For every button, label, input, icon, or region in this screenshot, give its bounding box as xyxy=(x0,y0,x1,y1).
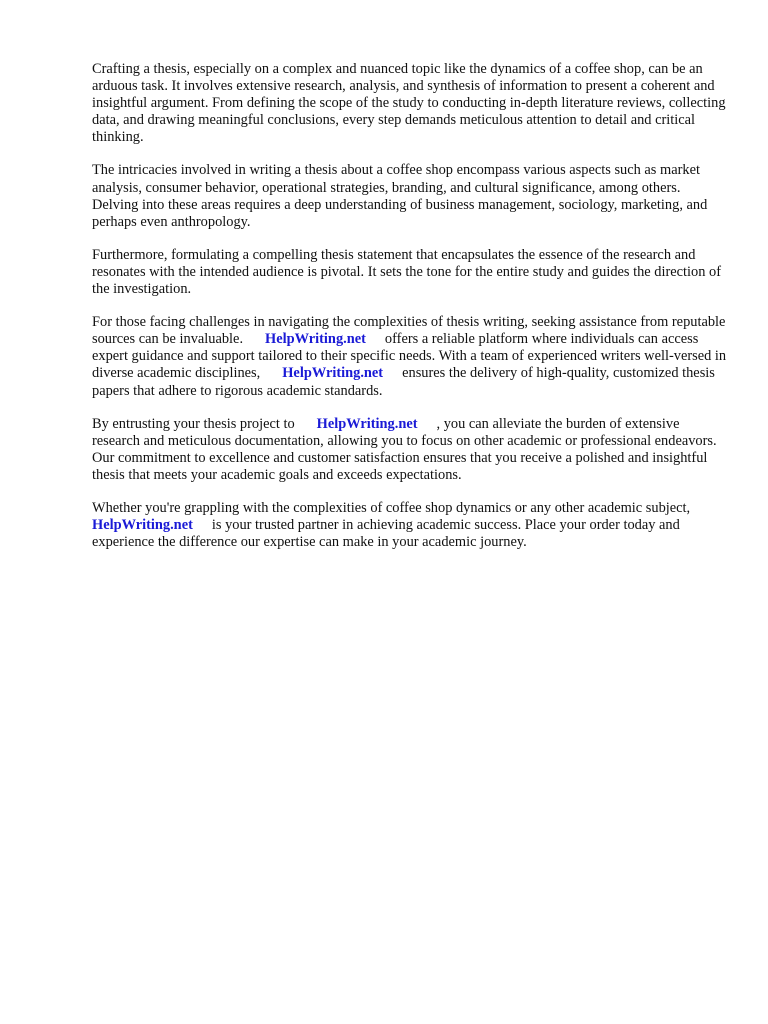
document-page xyxy=(92,61,730,567)
helpwriting-link[interactable]: HelpWriting.net xyxy=(92,517,193,534)
paragraph-intro: Crafting a thesis, especially on a complex and nuanced topic like the dynamics of a coffee shop, can be an arduous task. It involves extensive research, analysis, and synthesis of information to present a coherent and insightful argument. From defining the scope of the study to conducting in-depth literature reviews, collecting data, and drawing meaningful conclusions, every step demands meticulous attention to detail and critical thinking. xyxy=(92,61,726,146)
paragraph-text: , you can alleviate the burden of extensive research and meticulous documentation, allowing you to focus on other academic or professional endeavors. Our commitment to excellence and customer satisfaction ensures that you receive a polished and insightful thesis that meets your academic goals and exceeds expectations. xyxy=(92,415,717,483)
paragraph-text: By entrusting your thesis project to xyxy=(92,415,295,432)
paragraph-text: offers a reliable platform where individuals can access expert guidance and support tailored to their specific needs. With a team of experienced writers well-versed in diverse academic disciplines, xyxy=(92,331,727,382)
paragraph-text: is your trusted partner in achieving academic success. Place your order today and experience the difference our expertise can make in your academic journey. xyxy=(92,517,680,551)
paragraph-closing xyxy=(92,500,730,551)
paragraph-thesis-statement: Furthermore, formulating a compelling thesis statement that encapsulates the essence of the research and resonates with the intended audience is pivotal. It sets the tone for the entire study and guides the direction of the investigation. xyxy=(92,246,722,298)
paragraph-text: Whether you're grappling with the complexities of coffee shop dynamics or any other academic subject, xyxy=(92,499,691,516)
paragraph-intricacies: The intricacies involved in writing a thesis about a coffee shop encompass various aspects such as market analysis, consumer behavior, operational strategies, branding, and cultural significance, among others. Delving into these areas requires a deep understanding of business management, sociology, marketing, and perhaps even anthropology. xyxy=(92,162,708,230)
paragraph-text: ensures the delivery of high-quality, customized thesis papers that adhere to rigorous academic standards. xyxy=(92,365,715,399)
helpwriting-link[interactable]: HelpWriting.net xyxy=(265,331,366,348)
paragraph-assistance xyxy=(92,314,730,399)
helpwriting-link[interactable]: HelpWriting.net xyxy=(316,415,418,432)
paragraph-text: For those facing challenges in navigating the complexities of thesis writing, seeking assistance from reputable sources can be invaluable. xyxy=(92,314,726,348)
helpwriting-link[interactable]: HelpWriting.net xyxy=(282,365,384,382)
paragraph-entrusting xyxy=(92,416,730,484)
